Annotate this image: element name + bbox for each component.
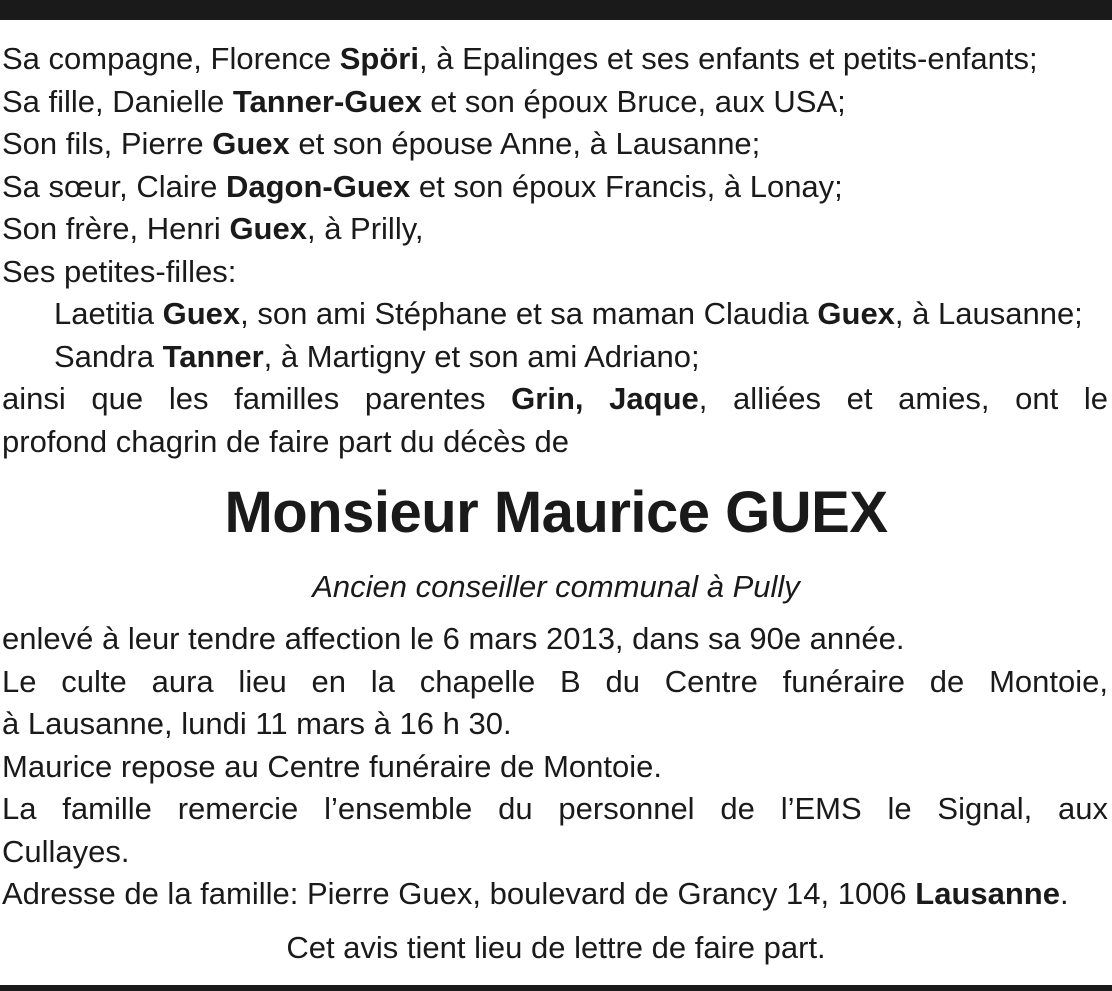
- family-line: [2, 336, 1108, 379]
- detail-line: enlevé à leur tendre affection le 6 mars 2013, dans sa 90e année.: [2, 621, 905, 656]
- text: .: [1060, 876, 1069, 911]
- family-name: Guex: [817, 296, 895, 331]
- family-list: [2, 38, 1108, 463]
- text: ainsi que les familles parentes: [2, 381, 512, 416]
- text: , son ami Stéphane et sa maman Claudia: [240, 296, 818, 331]
- family-name: Guex: [162, 296, 241, 331]
- family-line: [2, 166, 1108, 209]
- family-name: Guex: [229, 211, 307, 246]
- text: Son fils, Pierre: [2, 126, 213, 161]
- details: [2, 618, 1108, 916]
- detail-line: Maurice repose au Centre funéraire de Montoie.: [2, 748, 662, 784]
- text: Adresse de la famille: Pierre Guex, boulevard de Grancy 14, 1006: [2, 876, 916, 911]
- family-line: [2, 293, 1108, 336]
- family-line: [2, 208, 1108, 251]
- family-name: Guex: [212, 126, 290, 161]
- deceased-name: Monsieur Maurice GUEX: [224, 480, 888, 545]
- family-line: Ses petites-filles:: [2, 253, 237, 289]
- text: Sa compagne, Florence: [2, 41, 340, 76]
- city: Lausanne: [915, 876, 1060, 911]
- family-name: Grin, Jaque: [511, 381, 699, 416]
- detail-line: Le culte aura lieu en la chapelle B du Centre funéraire de Montoie,: [2, 663, 1108, 699]
- family-name: Spöri: [339, 41, 419, 76]
- detail-line: Cullayes.: [2, 833, 130, 869]
- text: Laetitia: [54, 296, 163, 331]
- family-name: Tanner: [162, 338, 264, 374]
- text: et son époux Bruce, aux USA;: [421, 83, 846, 119]
- family-name: Tanner-Guex: [232, 83, 422, 119]
- family-line: [2, 81, 1108, 124]
- text: , à Lausanne;: [894, 296, 1083, 331]
- deceased-title: Ancien conseiller communal à Pully: [312, 569, 800, 604]
- text: , alliées et amies, ont le: [698, 381, 1108, 416]
- text: , à Epalinges et ses enfants et petits-enfants;: [418, 41, 1038, 76]
- text: et son époux Francis, à Lonay;: [410, 168, 843, 204]
- text: Sa fille, Danielle: [2, 83, 233, 119]
- detail-line: La famille remercie l’ensemble du personnel de l’EMS le Signal, aux: [2, 791, 1108, 826]
- text: Sa sœur, Claire: [2, 168, 226, 204]
- family-line: [2, 38, 1108, 81]
- family-line: profond chagrin de faire part du décès de: [2, 423, 569, 459]
- text: , à Martigny et son ami Adriano;: [263, 338, 700, 374]
- text: Sandra: [54, 338, 163, 374]
- family-name: Dagon-Guex: [225, 168, 411, 204]
- family-line: [2, 123, 1108, 166]
- text: Son frère, Henri: [2, 211, 230, 246]
- family-line: [2, 378, 1108, 421]
- text: , à Prilly,: [306, 211, 424, 246]
- top-rule: [0, 0, 1112, 20]
- text: et son épouse Anne, à Lausanne;: [289, 126, 761, 161]
- bottom-rule: [0, 985, 1112, 991]
- detail-line: à Lausanne, lundi 11 mars à 16 h 30.: [2, 706, 512, 741]
- closing-note: Cet avis tient lieu de lettre de faire part.: [286, 930, 826, 965]
- address-line: [2, 873, 1108, 916]
